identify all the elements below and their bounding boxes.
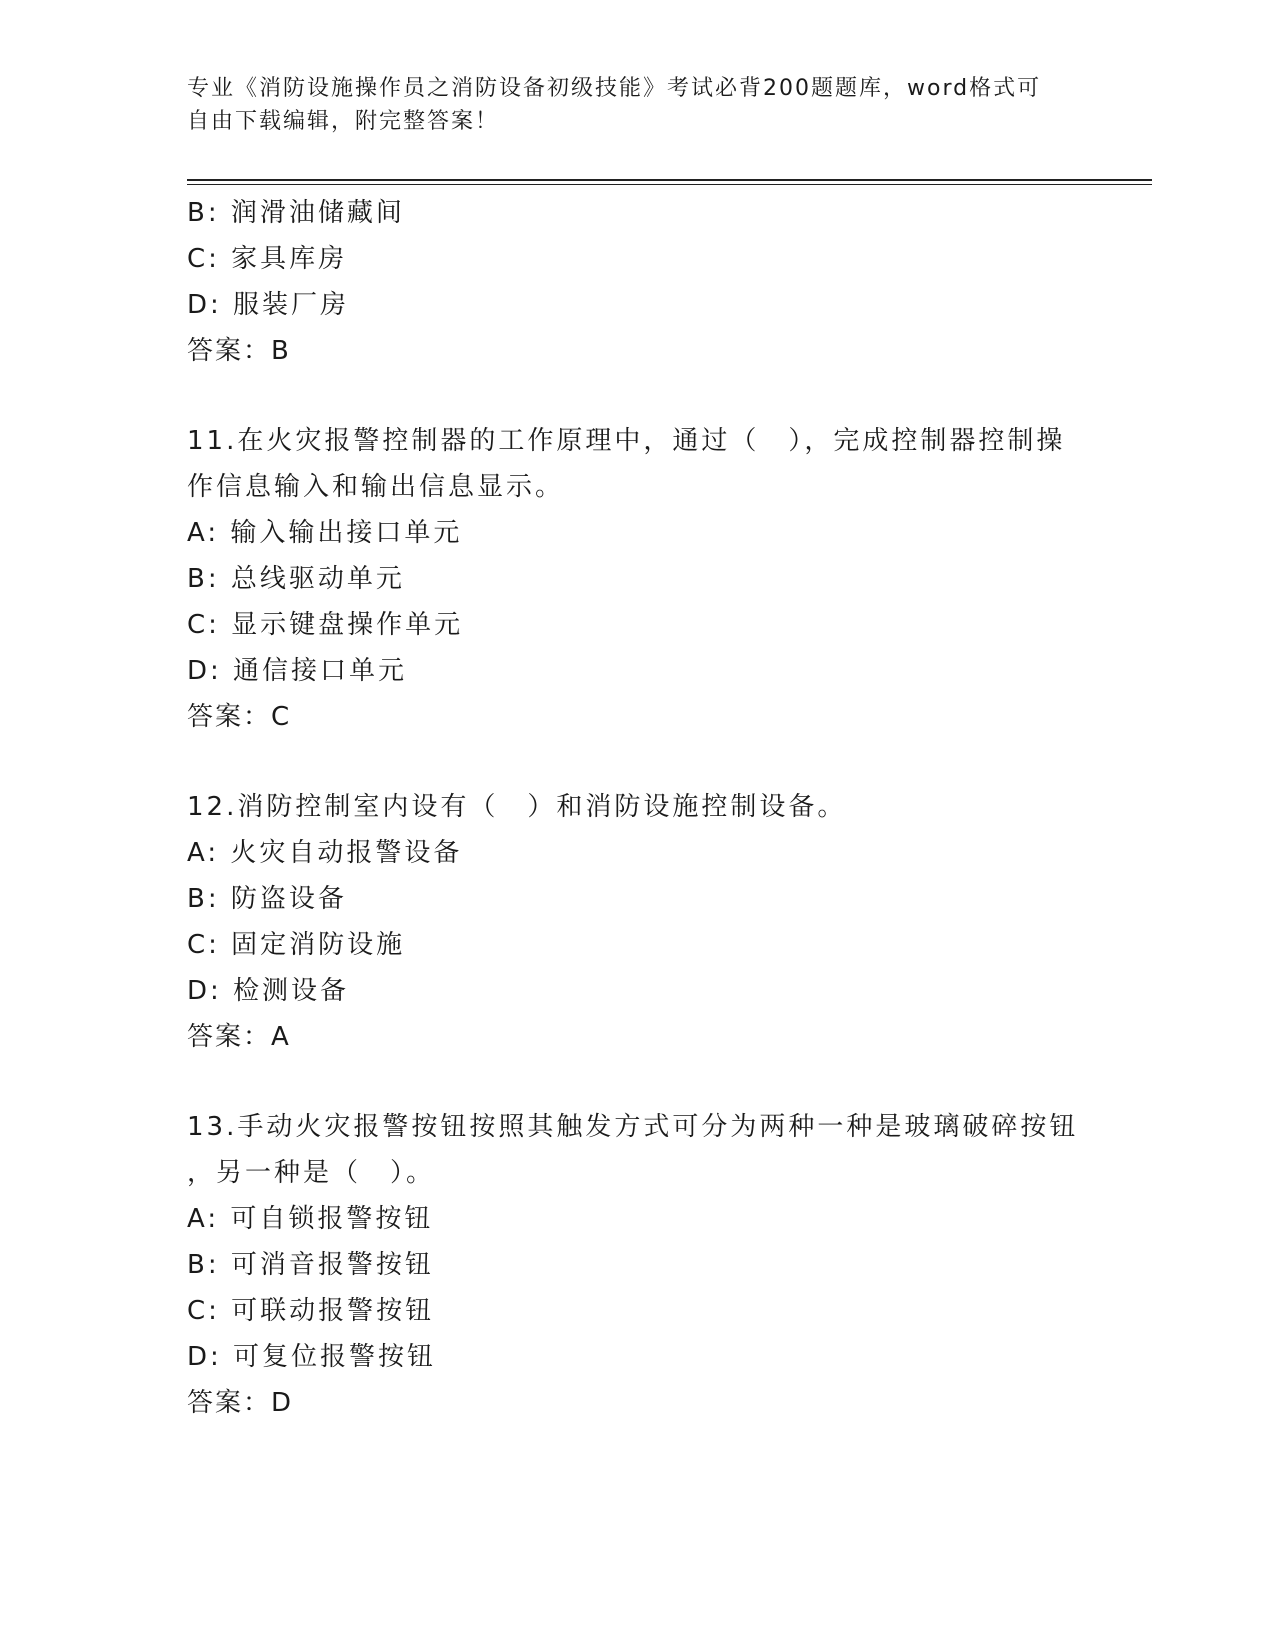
header-line-1: 专业《消防设施操作员之消防设备初级技能》考试必背200题题库，word格式可 — [187, 76, 1042, 101]
option-d: D: 通信接口单元 — [187, 656, 408, 686]
answer-line: 答案：A — [187, 1022, 291, 1052]
question-text-line-1: 12.消防控制室内设有（ ）和消防设施控制设备。 — [187, 792, 847, 822]
question-text-line-1: 11.在火灾报警控制器的工作原理中，通过（ ），完成控制器控制操 — [187, 426, 1066, 456]
header-line-2: 自由下载编辑，附完整答案！ — [187, 109, 500, 134]
document-header — [187, 72, 1067, 138]
option-a: A: 可自锁报警按钮 — [187, 1204, 434, 1234]
option-c: C: 家具库房 — [187, 244, 348, 274]
question-13 — [187, 1104, 1107, 1426]
option-d: D: 可复位报警按钮 — [187, 1342, 437, 1372]
header-divider — [187, 179, 1152, 181]
option-a: A: 火灾自动报警设备 — [187, 838, 463, 868]
option-b: B: 润滑油储藏间 — [187, 198, 405, 228]
option-b: B: 可消音报警按钮 — [187, 1250, 434, 1280]
answer-line: 答案：C — [187, 702, 292, 732]
option-d: D: 服装厂房 — [187, 290, 350, 320]
answer-line: 答案：D — [187, 1388, 294, 1418]
option-c: C: 显示键盘操作单元 — [187, 610, 464, 640]
header-divider-thin — [187, 184, 1152, 185]
option-c: C: 固定消防设施 — [187, 930, 406, 960]
question-text-line-1: 13.手动火灾报警按钮按照其触发方式可分为两种一种是玻璃破碎按钮 — [187, 1112, 1079, 1142]
question-text-line-2: 作信息输入和输出信息显示。 — [187, 472, 565, 502]
question-text-line-2: ，另一种是（ ）。 — [187, 1158, 436, 1188]
answer-line: 答案：B — [187, 336, 291, 366]
option-c: C: 可联动报警按钮 — [187, 1296, 435, 1326]
question-12 — [187, 784, 1107, 1060]
question-10-tail — [187, 190, 1107, 374]
question-11 — [187, 418, 1107, 740]
option-b: B: 总线驱动单元 — [187, 564, 405, 594]
question-list — [187, 190, 1107, 1426]
option-a: A: 输入输出接口单元 — [187, 518, 463, 548]
option-b: B: 防盗设备 — [187, 884, 347, 914]
option-d: D: 检测设备 — [187, 976, 350, 1006]
